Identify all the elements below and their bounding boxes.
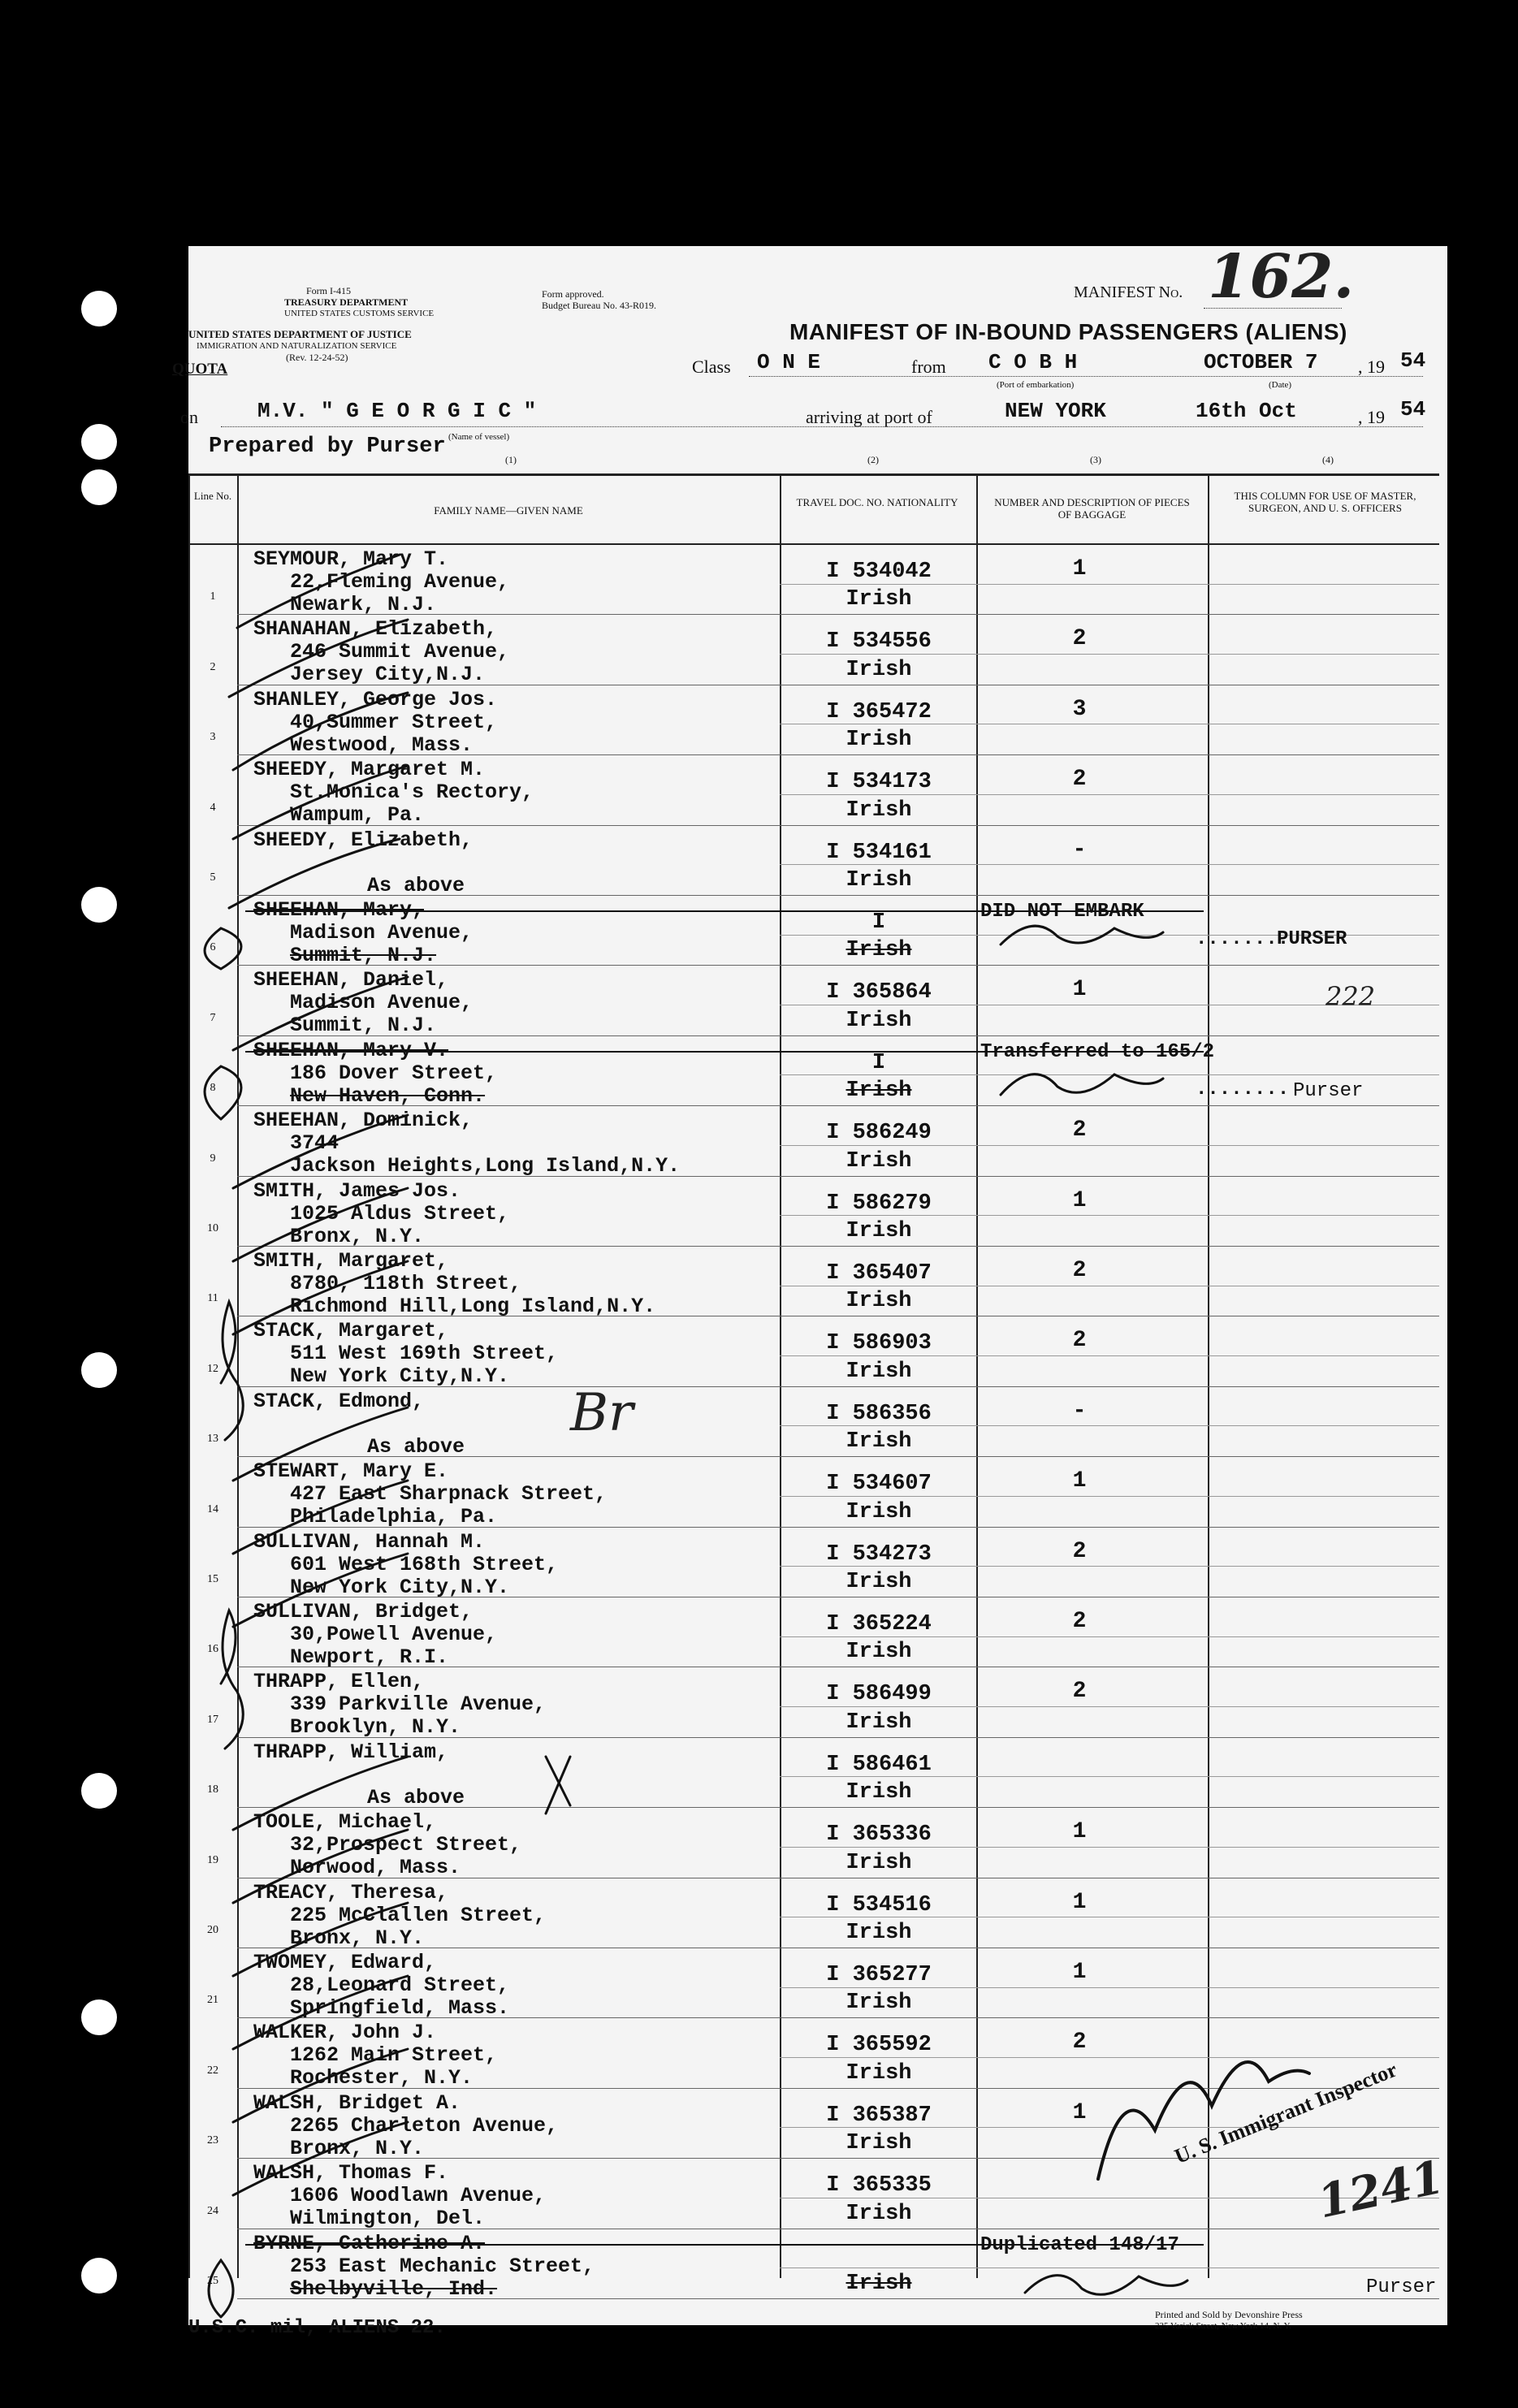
arrival-year: 54 <box>1400 397 1426 422</box>
baggage-count: 1 <box>1072 556 1087 581</box>
nationality: Irish <box>845 798 912 823</box>
passenger-address: 3744 <box>290 1131 339 1156</box>
passenger-address: Jersey City,N.J. <box>290 663 486 687</box>
port-of-embarkation: C O B H <box>988 350 1078 374</box>
baggage-count: Duplicated 148/17 <box>980 2233 1179 2256</box>
baggage-count: 1 <box>1072 1819 1087 1845</box>
baggage-count: DID NOT EMBARK <box>980 901 1144 923</box>
purser-label-3: Purser <box>1366 2276 1437 2298</box>
passenger-address: Westwood, Mass. <box>290 733 474 757</box>
purser-label-1: PURSER <box>1277 928 1347 950</box>
circle-mark <box>205 1066 241 1119</box>
col-num-2: (2) <box>867 454 879 465</box>
travel-doc-number: I 365864 <box>826 980 932 1005</box>
passenger-address: 40,Summer Street, <box>290 710 498 734</box>
check-mark <box>233 693 408 770</box>
travel-doc-number: I 365335 <box>826 2173 932 2198</box>
passenger-address: Shelbyville, Ind. <box>290 2276 498 2301</box>
nationality: Irish <box>845 1359 912 1384</box>
manifest-number: 162. <box>1208 242 1355 312</box>
passenger-address: 511 West 169th Street, <box>290 1342 559 1366</box>
quota-label: QUOTA <box>172 361 228 378</box>
passenger-address: Brooklyn, N.Y. <box>290 1715 461 1740</box>
line-number: 1 <box>210 590 216 603</box>
nationality: Irish <box>845 1008 912 1033</box>
passenger-name: BYRNE, Catherine A. <box>253 2231 486 2255</box>
travel-doc-number: I <box>871 910 886 935</box>
passenger-address: 246 Summit Avenue, <box>290 640 510 664</box>
budget-bureau: Budget Bureau No. 43-R019. <box>542 300 656 311</box>
passenger-address: Wampum, Pa. <box>290 803 425 828</box>
passenger-address: Wilmington, Del. <box>290 2207 486 2231</box>
passenger-name: TOOLE, Michael, <box>253 1810 437 1835</box>
col-num-1: (1) <box>505 454 517 465</box>
passenger-name: STEWART, Mary E. <box>253 1459 449 1484</box>
passenger-address: 30,Powell Avenue, <box>290 1623 498 1646</box>
passenger-address: New Haven, Conn. <box>290 1083 486 1108</box>
passenger-name: SMITH, Margaret, <box>253 1249 449 1273</box>
passenger-address: 427 East Sharpnack Street, <box>290 1482 608 1507</box>
line-number: 22 <box>207 2064 218 2077</box>
travel-doc-number: I 365336 <box>826 1822 932 1848</box>
nationality: Irish <box>845 1920 912 1945</box>
travel-doc-number: I 534516 <box>826 1892 932 1917</box>
baggage-count: - <box>1072 1398 1087 1424</box>
travel-doc-number: I 534173 <box>826 770 932 795</box>
nationality: Irish <box>845 1499 912 1524</box>
passenger-address: 253 East Mechanic Street, <box>290 2254 595 2278</box>
punch-hole <box>81 1773 117 1809</box>
check-mark <box>233 1903 408 1976</box>
manifest-page <box>172 242 1449 2339</box>
line-number: 7 <box>210 1011 216 1024</box>
x-mark <box>546 1757 570 1814</box>
baggage-count: 2 <box>1072 1258 1087 1283</box>
arrival-port: NEW YORK <box>1005 399 1106 423</box>
line-number: 10 <box>207 1221 218 1234</box>
line-number: 13 <box>207 1433 218 1446</box>
passenger-name: SEYMOUR, Mary T. <box>253 547 449 571</box>
passenger-address: 186 Dover Street, <box>290 1061 498 1085</box>
passenger-address: Madison Avenue, <box>290 921 474 945</box>
baggage-count: 2 <box>1072 626 1087 652</box>
travel-doc-number: I 534042 <box>826 560 932 584</box>
passenger-address: 225 McClallen Street, <box>290 1903 547 1927</box>
line-number: 5 <box>210 871 216 884</box>
nationality: Irish <box>845 1218 912 1243</box>
line-number: 2 <box>210 660 216 673</box>
check-mark <box>233 766 408 839</box>
check-mark <box>233 1757 408 1830</box>
form-approved: Form approved. <box>542 288 604 300</box>
punch-hole <box>81 424 117 460</box>
punch-hole <box>81 887 117 923</box>
baggage-count: 1 <box>1072 1960 1087 1985</box>
vessel-caption: (Name of vessel) <box>448 432 510 442</box>
line-number: 9 <box>210 1152 216 1165</box>
port-caption: (Port of embarkation) <box>997 380 1075 390</box>
manifest-title: MANIFEST OF IN-BOUND PASSENGERS (ALIENS) <box>789 319 1347 344</box>
passenger-address: 601 West 168th Street, <box>290 1552 559 1576</box>
passenger-name: SHEEHAN, Mary V. <box>253 1038 449 1062</box>
baggage-count: 2 <box>1072 1538 1087 1564</box>
dept-treasury: TREASURY DEPARTMENT <box>284 296 409 308</box>
travel-doc-number: I 365387 <box>826 2103 932 2128</box>
circle-mark <box>205 928 241 969</box>
punch-hole <box>81 1352 117 1388</box>
baggage-count: 2 <box>1072 1118 1087 1143</box>
nationality: Irish <box>845 1710 912 1735</box>
passenger-address: New York City,N.Y. <box>290 1575 510 1599</box>
passenger-address: As above <box>367 873 465 897</box>
passenger-address: Bronx, N.Y. <box>290 1224 425 1248</box>
handwritten-marks <box>188 246 1447 2325</box>
passenger-name: SHEEDY, Margaret M. <box>253 758 486 782</box>
bracket-mark <box>221 1302 243 1440</box>
baggage-count: 1 <box>1072 977 1087 1003</box>
purser-signature <box>1001 1074 1163 1095</box>
prepared-by: Prepared by Purser <box>209 434 446 459</box>
line-number: 19 <box>207 1853 218 1866</box>
travel-doc-number: I 534607 <box>826 1472 932 1497</box>
passenger-address: 339 Parkville Avenue, <box>290 1693 547 1717</box>
dept-customs: UNITED STATES CUSTOMS SERVICE <box>284 309 435 318</box>
check-mark <box>233 1554 408 1627</box>
check-mark <box>233 1261 408 1334</box>
nationality: Irish <box>845 728 912 753</box>
arriving-label: arriving at port of <box>806 407 932 427</box>
passenger-name: STACK, Margaret, <box>253 1319 449 1343</box>
nationality: Irish <box>845 587 912 612</box>
line-number: 24 <box>207 2204 218 2217</box>
line-number: 21 <box>207 1994 218 2007</box>
passenger-address: 1262 Main Street, <box>290 2043 498 2068</box>
passenger-address: 22,Fleming Avenue, <box>290 570 510 594</box>
line-number: 12 <box>207 1362 218 1375</box>
baggage-count: 2 <box>1072 2030 1087 2056</box>
vessel-name: M.V. " G E O R G I C " <box>257 399 537 423</box>
line-number: 8 <box>210 1082 216 1095</box>
passenger-name: SMITH, James Jos. <box>253 1178 461 1203</box>
travel-doc-number: I 586279 <box>826 1191 932 1216</box>
travel-doc-number: I 586461 <box>826 1752 932 1777</box>
passenger-name: THRAPP, Ellen, <box>253 1670 425 1694</box>
passenger-address: Bronx, N.Y. <box>290 1926 425 1950</box>
travel-doc-number: I 586499 <box>826 1682 932 1707</box>
travel-doc-number: I 534556 <box>826 629 932 655</box>
check-mark <box>233 1830 408 1903</box>
nationality: Irish <box>845 1850 912 1875</box>
baggage-count: - <box>1072 837 1087 862</box>
line-number: 15 <box>207 1572 218 1585</box>
year-prefix-2: , 19 <box>1358 407 1385 427</box>
manifest-label: MANIFEST No. <box>1074 283 1183 301</box>
passenger-address: Newport, R.I. <box>290 1645 449 1669</box>
travel-doc-number: I 365277 <box>826 1963 932 1987</box>
travel-doc-number: I 534161 <box>826 840 932 865</box>
passenger-address: St.Monica's Rectory, <box>290 780 534 805</box>
nationality: Irish <box>845 1148 912 1174</box>
baggage-count: 1 <box>1072 1889 1087 1915</box>
handwritten-222: 222 <box>1326 981 1376 1012</box>
dept-justice: UNITED STATES DEPARTMENT OF JUSTICE <box>188 328 412 340</box>
punch-hole <box>81 2258 117 2293</box>
header-officers: THIS COLUMN FOR USE OF MASTER, SURGEON, AND U. S. OFFICERS <box>1234 490 1416 514</box>
passenger-address: 1025 Aldus Street, <box>290 1201 510 1226</box>
line-number: 4 <box>210 801 216 814</box>
passenger-name: WALKER, John J. <box>253 2021 437 2045</box>
nationality: Irish <box>845 938 912 963</box>
passenger-address: Summit, N.J. <box>290 1014 437 1038</box>
passenger-address: Bronx, N.Y. <box>290 2136 425 2160</box>
passenger-name: SHEEHAN, Dominick, <box>253 1109 474 1133</box>
bracket-mark <box>221 1610 243 1749</box>
passenger-address: Springfield, Mass. <box>290 1996 510 2020</box>
header-baggage: NUMBER AND DESCRIPTION OF PIECES OF BAGGAGE <box>994 496 1190 521</box>
travel-doc-number: I 365224 <box>826 1612 932 1636</box>
passenger-name: THRAPP, William, <box>253 1740 449 1764</box>
nationality: Irish <box>845 1991 912 2016</box>
line-number: 25 <box>207 2274 218 2287</box>
check-mark <box>233 1188 408 1261</box>
baggage-count: 1 <box>1072 1468 1087 1494</box>
purser-signature <box>1001 926 1163 945</box>
dept-ins: IMMIGRATION AND NATURALIZATION SERVICE <box>197 341 397 351</box>
nationality: Irish <box>845 1569 912 1594</box>
inspector-mark: 1241 <box>1313 2150 1449 2229</box>
nationality: Irish <box>845 2131 912 2156</box>
check-mark <box>233 2122 408 2195</box>
line-number: 16 <box>207 1643 218 1656</box>
nationality: Irish <box>845 1079 912 1104</box>
punch-hole <box>81 1999 117 2035</box>
inspector-signature <box>1098 2062 1309 2179</box>
check-mark <box>229 839 400 908</box>
revision: (Rev. 12-24-52) <box>286 352 348 363</box>
purser-dots-1: ........ <box>1196 928 1290 950</box>
travel-doc-number: I 586249 <box>826 1121 932 1146</box>
line-number: 3 <box>210 731 216 744</box>
col-num-3: (3) <box>1090 454 1101 465</box>
passenger-address: Jackson Heights,Long Island,N.Y. <box>290 1154 681 1178</box>
check-mark <box>229 620 408 697</box>
line-number: 20 <box>207 1923 218 1936</box>
nationality: Irish <box>845 867 912 893</box>
handwritten-initials: Br <box>570 1383 634 1443</box>
header-doc: TRAVEL DOC. NO. NATIONALITY <box>796 496 958 508</box>
check-mark <box>233 977 408 1050</box>
passenger-address: New York City,N.Y. <box>290 1364 510 1389</box>
passenger-name: SHANLEY, George Jos. <box>253 687 498 711</box>
baggage-count: 2 <box>1072 767 1087 793</box>
passenger-address: 28,Leonard Street, <box>290 1974 510 1997</box>
form-number: Form I-415 <box>306 285 351 296</box>
check-mark <box>237 555 400 628</box>
passenger-address: 1606 Woodlawn Avenue, <box>290 2184 547 2208</box>
printer-line-1: Printed and Sold by Devonshire Press <box>1155 2309 1303 2320</box>
class-value: O N E <box>757 350 821 374</box>
purser-dots-2: ........ <box>1196 1079 1290 1100</box>
purser-label-2: Purser <box>1293 1080 1364 1102</box>
passenger-name: SHEEDY, Elizabeth, <box>253 828 474 852</box>
nationality: Irish <box>845 657 912 682</box>
nationality: Irish <box>845 1429 912 1455</box>
baggage-count: 2 <box>1072 1328 1087 1354</box>
travel-doc-number: I 534273 <box>826 1541 932 1567</box>
passenger-name: SULLIVAN, Bridget, <box>253 1600 474 1623</box>
line-number: 11 <box>207 1292 218 1305</box>
inspector-label: U. S. Immigrant Inspector <box>1171 2057 1401 2168</box>
check-mark <box>233 1115 408 1188</box>
passenger-address: 2265 Charleton Avenue, <box>290 2113 559 2138</box>
passenger-address: 32,Prospect Street, <box>290 1833 522 1857</box>
passenger-name: SHEEHAN, Daniel, <box>253 968 449 992</box>
header-name: FAMILY NAME—GIVEN NAME <box>434 504 583 517</box>
class-label: Class <box>692 357 731 377</box>
from-label: from <box>911 357 946 377</box>
passenger-address: Norwood, Mass. <box>290 1856 461 1880</box>
on-label: on <box>180 407 198 427</box>
passenger-address: As above <box>367 1785 465 1809</box>
punch-hole <box>81 469 117 505</box>
nationality: Irish <box>845 2060 912 2086</box>
passenger-address: Madison Avenue, <box>290 991 474 1015</box>
purser-signature <box>1025 2276 1187 2295</box>
baggage-count: 2 <box>1072 1609 1087 1634</box>
passenger-name: TWOMEY, Edward, <box>253 1951 437 1974</box>
passenger-name: TREACY, Theresa, <box>253 1880 449 1904</box>
baggage-count: 1 <box>1072 1187 1087 1213</box>
passenger-address: As above <box>367 1434 465 1459</box>
travel-doc-number: I <box>871 1050 886 1075</box>
date-caption: (Date) <box>1269 380 1292 390</box>
baggage-count: 2 <box>1072 1679 1087 1705</box>
line-number: 17 <box>207 1713 218 1726</box>
passenger-name: SULLIVAN, Hannah M. <box>253 1529 486 1554</box>
nationality: Irish <box>845 1780 912 1805</box>
passenger-name: SHANAHAN, Elizabeth, <box>253 617 498 642</box>
passenger-address: 8780, 118th Street, <box>290 1272 522 1295</box>
passenger-name: STACK, Edmond, <box>253 1389 425 1413</box>
printer-line-2: 225 Varick Street, New York 14, N. Y. <box>1155 2321 1291 2331</box>
line-number: 14 <box>207 1502 218 1515</box>
passenger-address: Rochester, N.Y. <box>290 2066 474 2090</box>
arrival-date: 16th Oct <box>1196 399 1297 423</box>
line-number: 6 <box>210 941 216 954</box>
check-mark <box>233 1407 408 1481</box>
passenger-address: Richmond Hill,Long Island,N.Y. <box>290 1295 656 1318</box>
year-prefix: , 19 <box>1358 357 1385 377</box>
line-number: 18 <box>207 1783 218 1796</box>
header-line-no: Line No. <box>193 490 232 502</box>
travel-doc-number: I 365472 <box>826 699 932 724</box>
nationality: Irish <box>845 2201 912 2226</box>
check-mark <box>233 1481 408 1554</box>
baggage-count: 1 <box>1072 2099 1087 2125</box>
nationality: Irish <box>845 1640 912 1665</box>
nationality: Irish <box>845 2271 912 2296</box>
passenger-name: SHEEHAN, Mary, <box>253 898 425 922</box>
travel-doc-number: I 586356 <box>826 1401 932 1426</box>
circle-mark <box>209 2260 233 2317</box>
passenger-address: Philadelphia, Pa. <box>290 1505 498 1529</box>
embarkation-date: OCTOBER 7 <box>1204 350 1318 374</box>
travel-doc-number: I 586903 <box>826 1331 932 1356</box>
baggage-count: 3 <box>1072 696 1087 722</box>
col-num-4: (4) <box>1322 454 1334 465</box>
passenger-name: WALSH, Bridget A. <box>253 2090 461 2115</box>
nationality: Irish <box>845 1289 912 1314</box>
passenger-name: WALSH, Thomas F. <box>253 2161 449 2185</box>
footer-aliens: U.S.C. mil, ALIENS 22. <box>188 2317 446 2339</box>
line-number: 23 <box>207 2134 218 2147</box>
passenger-address: Newark, N.J. <box>290 593 437 616</box>
passenger-address: Summit, N.J. <box>290 944 437 967</box>
check-mark <box>233 2049 408 2122</box>
travel-doc-number: I 365592 <box>826 2033 932 2058</box>
travel-doc-number: I 365407 <box>826 1261 932 1286</box>
embarkation-year: 54 <box>1400 348 1426 373</box>
punch-hole <box>81 291 117 326</box>
check-mark <box>233 1976 408 2049</box>
baggage-count: Transferred to 165/2 <box>980 1040 1215 1063</box>
